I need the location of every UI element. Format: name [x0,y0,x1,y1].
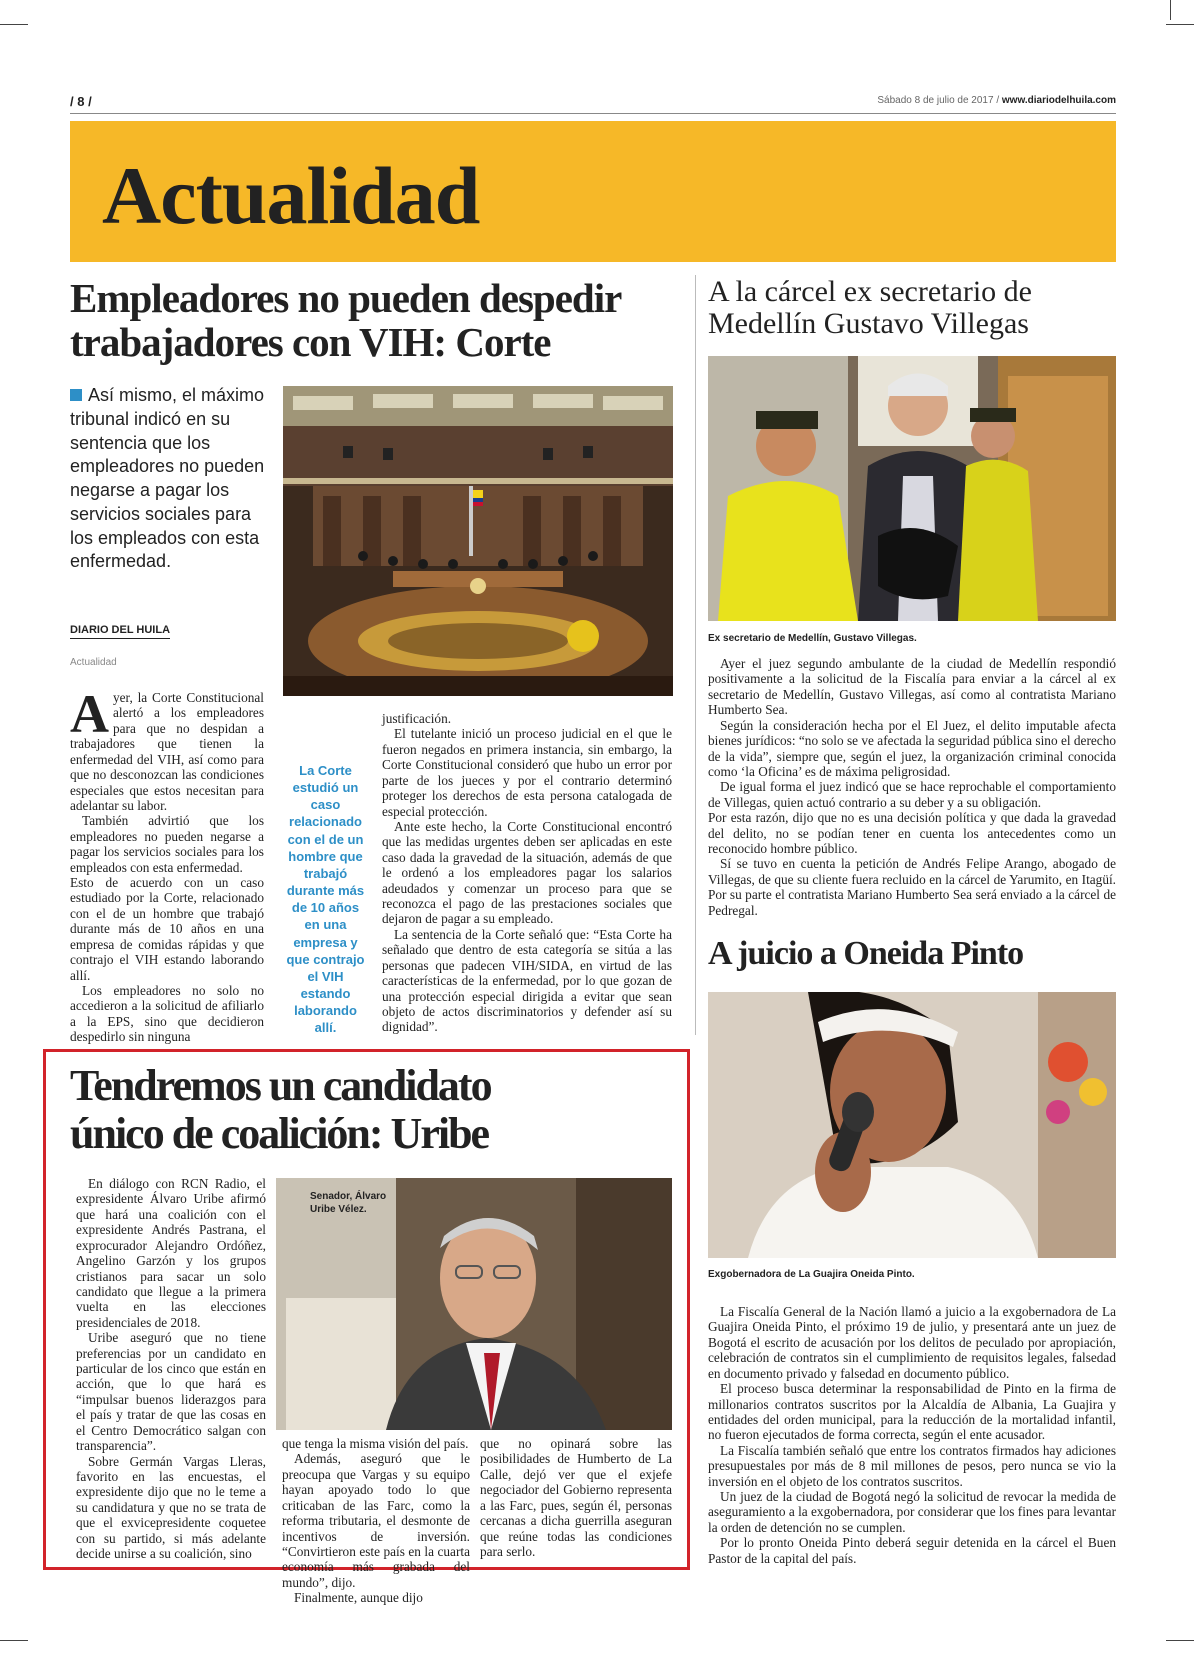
date: Sábado 8 de julio de 2017 / [877,95,1000,106]
paragraph: Finalmente, aunque dijo [294,1590,423,1606]
crop-mark [1170,0,1171,20]
article-vih [70,276,690,365]
crop-mark [1166,24,1194,25]
villegas-photo [708,356,1116,621]
caption-line: Uribe Vélez. [310,1204,367,1215]
paragraph [70,684,264,813]
paragraph: Un juez de la ciudad de Bogotá negó la solicitud de revocar la medida de aseguramiento a la exgobernadora, por considerar que los fines para levantar la orden de detención no se cumplen. [708,1489,1116,1535]
article-vih-col1 [70,684,264,1045]
pinto-caption: Exgobernadora de La Guajira Oneida Pinto. [708,1269,915,1280]
article-vih-col3 [382,711,672,1035]
paragraph: Sí se tuvo en cuenta la petición de Andrés Felipe Arango, abogado de Villegas, de que su cliente fuera recluido en la cárcel de Yarumito, en Itagüí. Por su parte el contratista Mariano Humberto Sea será enviado a la cárcel de Pedregal. [708,856,1116,918]
crop-mark [1166,1640,1194,1641]
headline-line: Tendremos un candidato [70,1061,491,1110]
section-label: Actualidad [70,657,117,668]
article-uribe-col2 [282,1436,470,1606]
pinto-photo [708,992,1116,1258]
article-villegas-body [708,656,1116,918]
paragraph: Sobre Germán Vargas Lleras, favorito en las encuestas, el expresidente dijo que no le teme a su candidatura y que no se trata de que el exvicepresidente coquetee con su partido, si más adelante decide unirse a su coalición, sino [76,1453,266,1562]
paragraph: Por lo pronto Oneida Pinto deberá seguir detenida en la cárcel el Buen Pastor de la capital del país. [708,1535,1116,1566]
header-rule [70,113,1116,114]
headline-line: A la cárcel ex secretario de [708,275,1032,308]
headline-line: único de coalición: Uribe [70,1108,489,1158]
paragraph: Según la consideración hecha por el El Juez, el delito imputable afecta bienes jurídicos: “no solo se ve afectada la seguridad pública sino el derecho de la vida”, siempre que, según el juez, la organización criminal conocida como ‘la Oficina’ es de máxima peligrosidad. [708,717,1116,779]
paragraph: Además, aseguró que le preocupa que Vargas y su equipo hayan apoyado todo lo que criticaban de las Farc, como la reforma tributaria, el desmonte de incentivos de inversión. “Convirtieron este país en la cuarta economía más grabada del mundo”, dijo. [282,1451,470,1590]
bullet-square-icon [70,389,82,401]
paragraph: que no opinará sobre las posibilidades de Humberto de La Calle, dejó ver que el exjefe negociador del Gobierno representa a las Farc, pues, según él, personas cercanas a dicha guerrilla aseguran que reúne todas las condiciones para serlo. [480,1436,672,1559]
article-uribe [70,1062,680,1157]
article-uribe-col3 [480,1436,672,1559]
summary-text: Así mismo, el máximo tribunal indicó en su sentencia que los empleadores no pueden negarse a pagar los servicios sociales para los empleados con esta enfermedad. [70,385,265,572]
paragraph-text: yer, la Corte Constitucional alertó a los empleadores para que no despidan a trabajadores que tienen la enfermedad del VIH, así como para que no desconozcan las condiciones especiales que estos necesitan para adelantar su labor. [70,690,264,813]
paragraph: La Fiscalía General de la Nación llamó a juicio a la exgobernadora de La Guajira Oneida Pinto, el próximo 19 de julio, y presentará ante un juez de Bogotá el escrito de acusación por los delitos de peculado por apropiación, celebración de contratos sin el cumplimiento de requisitos legales, falsedad en documento privado y falsedad en documento público. [708,1304,1116,1381]
article-villegas [708,276,1118,341]
paragraph: En diálogo con RCN Radio, el expresidente Álvaro Uribe afirmó que hará una coalición con el expresidente Andrés Pastrana, el exprocurador Alejandro Ordóñez, Angelino Garzón y los grupos cristianos para sacar un solo candidato que llegue a la primera vuelta en las elecciones presidenciales de 2018. [76,1176,266,1330]
article-uribe-headline [70,1062,680,1157]
article-pinto-body [708,1304,1116,1566]
dateline [877,95,1116,106]
site-url: www.diariodelhuila.com [1001,95,1116,106]
caption-line: Senador, Álvaro [310,1191,387,1202]
crop-mark [0,24,28,25]
paragraph: Esto de acuerdo con un caso estudiado por la Corte, relacionado con el de un hombre que trabajó durante más de 10 años en una empresa de comidas rápidas y que contrajo el VIH estando laborando allí. [70,875,264,983]
uribe-photo-caption [310,1190,386,1216]
article-pinto-headline: A juicio a Oneida Pinto [708,935,1024,972]
court-chamber-photo [283,386,673,696]
paragraph: Uribe aseguró que no tiene preferencias por un candidato en particular de los cinco que están en acción, que lo que hará es “impulsar buenos liderazgos para el país y tratar de que las cosas en el Centro Democrático salgan con transparencia”. [76,1330,266,1454]
headline-line: trabajadores con VIH: Corte [70,319,551,366]
headline-line: Empleadores no pueden despedir [70,275,622,321]
article-vih-headline [70,276,690,365]
headline-line: Medellín Gustavo Villegas [708,307,1029,341]
article-villegas-headline [708,276,1118,341]
paragraph: La sentencia de la Corte señaló que: “Esta Corte ha señalado que dentro de esta categoría se sitúa a las personas que padecen VIH/SIDA, en virtud de las características de la enfermedad, por lo que gozan de una protección especial dirigida a evitar que sean objeto de actos discriminatorios y defender así su dignidad”. [382,926,672,1035]
paragraph: Los empleadores no solo no accedieron a la solicitud de afiliarlo a la EPS, sino que decidieron despedirlo sin ninguna [70,983,264,1045]
section-title: Actualidad [102,150,480,241]
paragraph: Ante este hecho, la Corte Constitucional encontró que las medidas urgentes deben ser aplicadas en este caso dada la gravedad de la situación, además de que le ordenó a los empleadores pagar los salarios adeudados y comenzar un proceso para que se reconozca el pago de las prestaciones sociales que dejaron de pagar a su empleado. [382,818,672,927]
byline: DIARIO DEL HUILA [70,624,170,639]
villegas-caption: Ex secretario de Medellín, Gustavo Villegas. [708,633,917,644]
paragraph: Por esta razón, dijo que no es una decisión política y que dada la gravedad del delito, no se podían tener en cuenta los antecedentes como un reconocido hombre público. [708,810,1116,857]
article-vih-summary [70,384,266,574]
column-divider [695,275,696,1035]
paragraph: Ayer el juez segundo ambulante de la ciudad de Medellín respondió positivamente a la solicitud de la Fiscalía para enviar a la cárcel al ex secretario de Medellín, Gustavo Villegas, así como al contratista Mariano Humberto Sea. [708,656,1116,718]
paragraph: La Fiscalía también señaló que entre los contratos firmados hay adiciones presupuestales por más de 8 mil millones de pesos, pero nunca se vio la inversión en el objeto de los contratos suscritos. [708,1442,1116,1489]
paragraph: que tenga la misma visión del país. [282,1436,469,1451]
paragraph: También advirtió que los empleadores no pueden negarse a pagar los servicios sociales para los empleados con esta enfermedad. [70,813,264,875]
pull-quote: La Corte estudió un caso relacionado con el de un hombre que trabajó durante más de 10 años en una empresa y que contrajo el VIH estando laborando allí. [286,763,365,1036]
article-uribe-col1 [76,1176,266,1562]
page-number: / 8 / [70,94,92,109]
crop-mark [0,1640,28,1641]
paragraph: justificación. [382,711,452,726]
drop-cap: A [70,684,109,744]
paragraph: De igual forma el juez indicó que se hace reprochable el comportamiento de Villegas, quien actuó contrario a su deber y a su obligación. [708,779,1116,810]
paragraph: El tutelante inició un proceso judicial en el que le fueron negados en primera instancia, sin embargo, la Corte Constitucional consideró que hubo un error por parte de los jueces y por el contrario determinó proteger los derechos de esta persona catalogada de especial protección. [382,726,672,819]
section-band [70,121,1116,262]
paragraph: El proceso busca determinar la responsabilidad de Pinto en la firma de millonarios contratos suscritos por la Alcaldía de Albania, La Guajira y entidades del orden municipal, para la reducción de la mortalidad infantil, no fueron ejecutados de forma correcta, según el ente acusador. [708,1381,1116,1443]
